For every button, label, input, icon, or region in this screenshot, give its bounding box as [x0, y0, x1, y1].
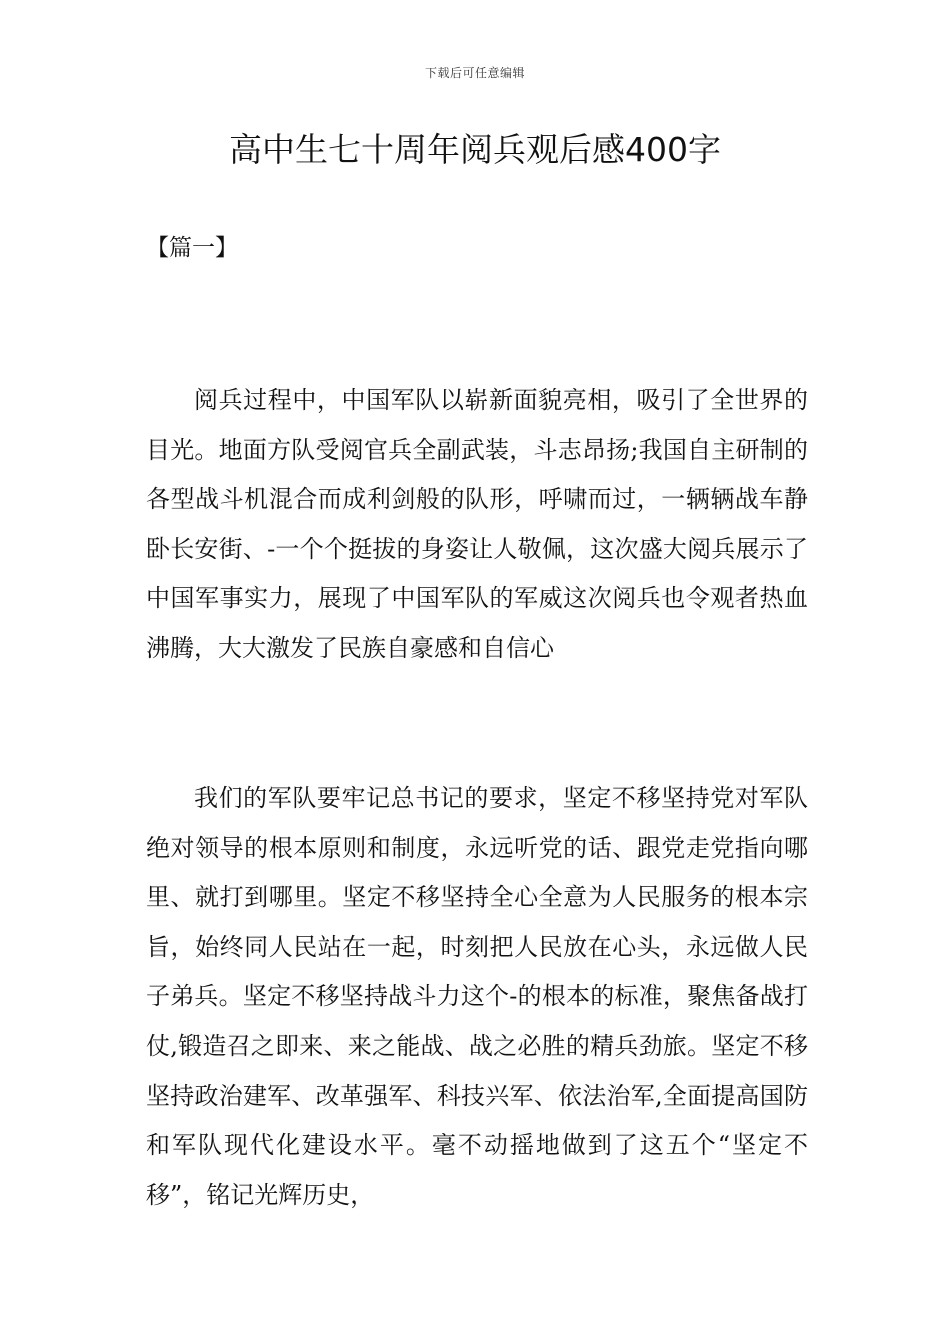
paragraph: 阅兵过程中，中国军队以崭新面貌亮相，吸引了全世界的目光。地面方队受阅官兵全副武装，斗志昂扬;我国自主研制的各型战斗机混合而成利剑般的队形，呼啸而过，一辆辆战车静卧长安街、-一个个挺拔的身姿让人敬佩，这次盛大阅兵展示了中国军事实力，展现了中国军队的军威这次阅兵也令观者热血沸腾，大大激发了民族自豪感和自信心 — [146, 386, 808, 662]
section-label: 【篇一】 — [146, 235, 238, 261]
header-note: 下载后可任意编辑 — [424, 66, 525, 80]
paragraph: 我们的军队要牢记总书记的要求，坚定不移坚持党对军队绝对领导的根本原则和制度，永远听党的话、跟党走党指向哪里、就打到哪里。坚定不移坚持全心全意为人民服务的根本宗旨，始终同人民站在一起，时刻把人民放在心头，永远做人民子弟兵。坚定不移坚持战斗力这个-的根本的标准，聚焦备战打仗,锻造召之即来、来之能战、战之必胜的精兵劲旅。坚定不移坚持政治建军、改革强军、科技兴军、依法治军,全面提高国防和军队现代化建设水平。毫不动摇地做到了这五个“坚定不移”，铭记光辉历史， — [146, 784, 808, 1209]
document-title: 高中生七十周年阅兵观后感400字 — [229, 130, 721, 169]
